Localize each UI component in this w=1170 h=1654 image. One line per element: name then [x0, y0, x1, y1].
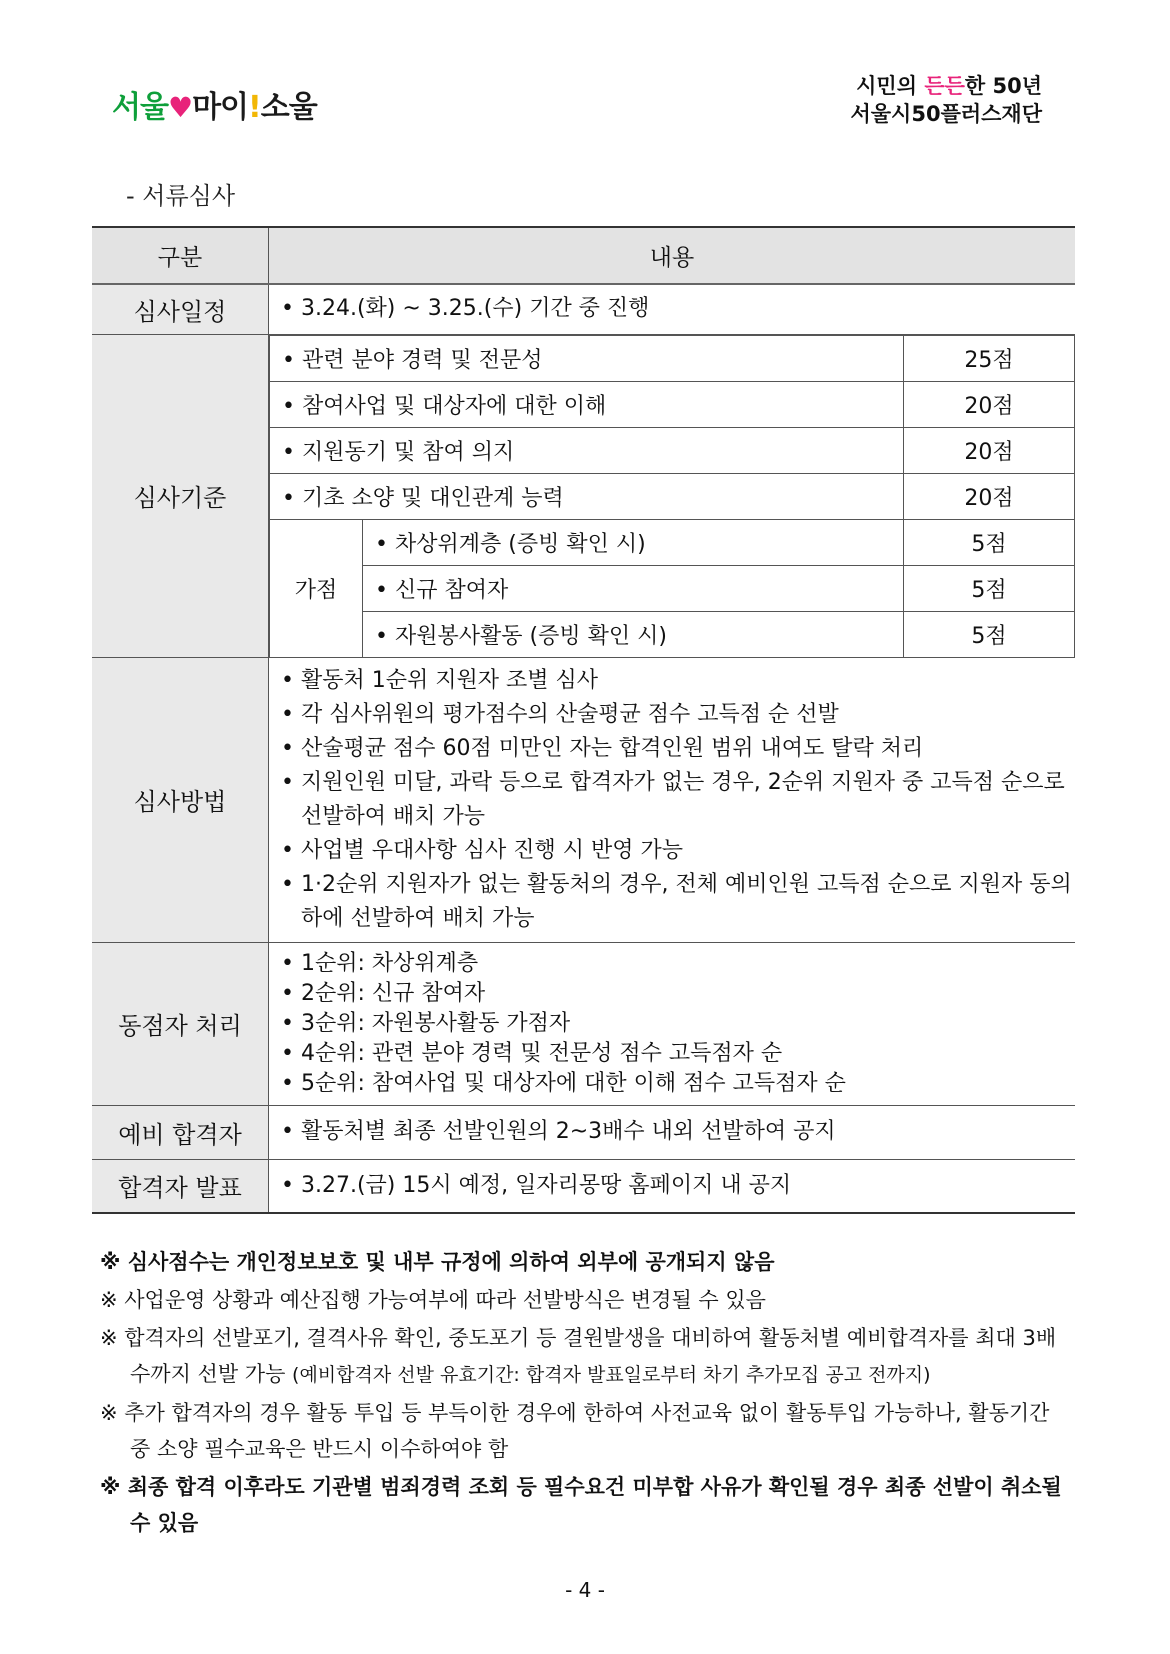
bonus-item: • 자원봉사활동 (증빙 확인 시): [363, 611, 904, 657]
bonus-label: 가점: [270, 519, 363, 657]
row-label-tie: 동점자 처리: [92, 942, 269, 1105]
tie-item: • 4순위: 관련 분야 경력 및 전문성 점수 고득점자 순: [281, 1039, 1075, 1069]
method-list: [269, 657, 1076, 942]
note: ※ 심사점수는 개인정보보호 및 내부 규정에 의하여 외부에 공개되지 않음: [100, 1250, 775, 1274]
criteria-item: • 기초 소양 및 대인관계 능력: [270, 473, 904, 519]
header-content: 내용: [269, 227, 1076, 284]
criteria-score: 25점: [904, 335, 1075, 381]
foundation-logo: 시민의 든든한 50년 서울시50플러스재단: [850, 74, 1042, 126]
heart-icon: ♥: [167, 91, 193, 124]
method-item: • 산술평균 점수 60점 미만인 자는 합격인원 범위 내여도 탈락 처리: [281, 732, 1075, 766]
reserve-text: • 활동처별 최종 선발인원의 2~3배수 내외 선발하여 공지: [269, 1105, 1076, 1159]
row-label-announce: 합격자 발표: [92, 1159, 269, 1213]
tie-list: [269, 942, 1076, 1105]
bonus-score: 5점: [904, 519, 1075, 565]
schedule-text: • 3.24.(화) ~ 3.25.(수) 기간 중 진행: [269, 284, 1076, 334]
bonus-score: 5점: [904, 565, 1075, 611]
note: ※ 사업운영 상황과 예산집행 가능여부에 따라 선발방식은 변경될 수 있음: [100, 1288, 766, 1312]
method-item: • 사업별 우대사항 심사 진행 시 반영 가능: [281, 834, 1075, 868]
header-category: 구분: [92, 227, 269, 284]
criteria-item: • 관련 분야 경력 및 전문성: [270, 335, 904, 381]
method-item: • 활동처 1순위 지원자 조별 심사: [281, 664, 1075, 698]
method-item: • 각 심사위원의 평가점수의 산술평균 점수 고득점 순 선발: [281, 698, 1075, 732]
note: ※ 최종 합격 이후라도 기관별 범죄경력 조회 등 필수요건 미부합 사유가 확인될 경우 최종 선발이 취소될 수 있음: [100, 1475, 1062, 1535]
seoul-my-soul-logo: 서울♥마이!소울: [112, 90, 317, 125]
bonus-item: • 차상위계층 (증빙 확인 시): [363, 519, 904, 565]
tie-item: • 3순위: 자원봉사활동 가점자: [281, 1009, 1075, 1039]
criteria-score: 20점: [904, 427, 1075, 473]
row-label-reserve: 예비 합격자: [92, 1105, 269, 1159]
tie-item: • 2순위: 신규 참여자: [281, 979, 1075, 1009]
criteria-cell: [269, 334, 1076, 657]
row-label-schedule: 심사일정: [92, 284, 269, 334]
criteria-score: 20점: [904, 473, 1075, 519]
page-number: - 4 -: [565, 1578, 605, 1602]
bonus-score: 5점: [904, 611, 1075, 657]
criteria-score: 20점: [904, 381, 1075, 427]
method-item: • 지원인원 미달, 과락 등으로 합격자가 없는 경우, 2순위 지원자 중 고득점 순으로 선발하여 배치 가능: [281, 766, 1075, 834]
announce-text: • 3.27.(금) 15시 예정, 일자리몽땅 홈페이지 내 공지: [269, 1159, 1076, 1213]
notes: [100, 1244, 1070, 1543]
tie-item: • 1순위: 차상위계층: [281, 949, 1075, 979]
tie-item: • 5순위: 참여사업 및 대상자에 대한 이해 점수 고득점자 순: [281, 1069, 1075, 1099]
row-label-criteria: 심사기준: [92, 334, 269, 657]
bonus-item: • 신규 참여자: [363, 565, 904, 611]
note: ※ 추가 합격자의 경우 활동 투입 등 부득이한 경우에 한하여 사전교육 없이 활동투입 가능하나, 활동기간 중 소양 필수교육은 반드시 이수하여야 함: [100, 1401, 1050, 1461]
method-item: • 1·2순위 지원자가 없는 활동처의 경우, 전체 예비인원 고득점 순으로 지원자 동의하에 선발하여 배치 가능: [281, 868, 1075, 936]
section-title: - 서류심사: [126, 182, 236, 210]
review-table: [92, 226, 1075, 1214]
note: ※ 합격자의 선발포기, 결격사유 확인, 중도포기 등 결원발생을 대비하여 활동처별 예비합격자를 최대 3배수까지 선발 가능 (예비합격자 선발 유효기간: 합격자 발표일로부터 차기 추가모집 공고 전까지): [100, 1326, 1057, 1386]
criteria-item: • 참여사업 및 대상자에 대한 이해: [270, 381, 904, 427]
row-label-method: 심사방법: [92, 657, 269, 942]
criteria-item: • 지원동기 및 참여 의지: [270, 427, 904, 473]
